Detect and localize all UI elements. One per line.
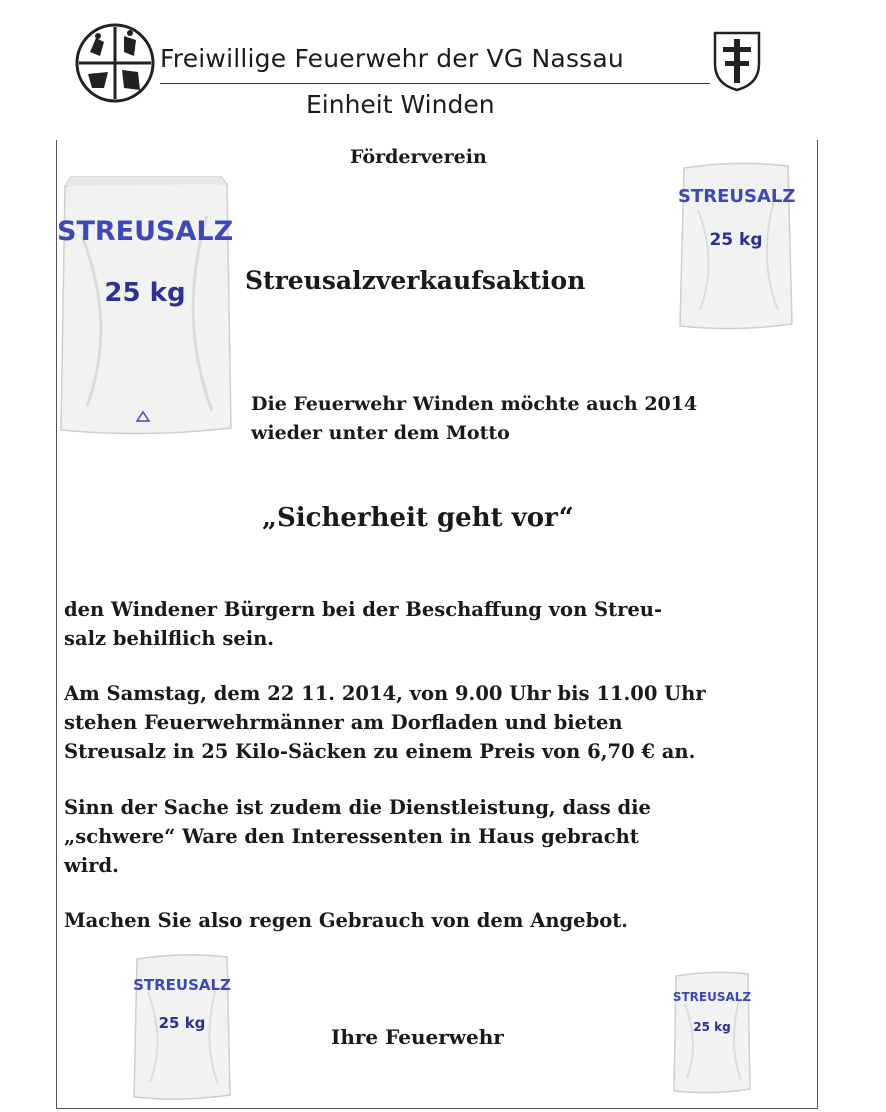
paragraph-2: [64, 679, 706, 766]
signature: Ihre Feuerwehr: [331, 1025, 504, 1049]
salt-bag-image-bottom-right: [672, 970, 752, 1095]
motto: „Sicherheit geht vor“: [262, 503, 574, 533]
organization-name: Freiwillige Feuerwehr der VG Nassau: [160, 44, 624, 73]
paragraph-line: salz behilflich sein.: [64, 627, 275, 650]
paragraph-line: „schwere“ Ware den Interessenten in Haus gebracht: [64, 825, 639, 848]
fire-brigade-emblem-icon: [74, 22, 156, 104]
paragraph-line: den Windener Bürgern bei der Beschaffung von Streu-: [64, 598, 663, 621]
bag-brand-label: STREUSALZ: [678, 186, 796, 207]
paragraph-3: [64, 793, 651, 880]
closing-text: Machen Sie also regen Gebrauch von dem Angebot.: [64, 909, 629, 932]
salt-bag-image-bottom-left: [132, 952, 232, 1102]
header-divider: [160, 83, 710, 84]
bag-weight-label: 25 kg: [104, 278, 186, 308]
bag-brand-label: STREUSALZ: [57, 216, 234, 247]
intro-text: [251, 390, 697, 448]
intro-line: wieder unter dem Motto: [251, 422, 510, 444]
paragraph-line: stehen Feuerwehrmänner am Dorfladen und bieten: [64, 711, 623, 734]
paragraph-line: Am Samstag, dem 22 11. 2014, von 9.00 Uhr bis 11.00 Uhr: [64, 682, 706, 705]
bag-weight-label: 25 kg: [693, 1020, 731, 1034]
paragraph-line: Sinn der Sache ist zudem die Dienstleistung, dass die: [64, 796, 651, 819]
bag-weight-label: 25 kg: [709, 230, 763, 250]
salt-bag-image-top-left: [57, 176, 233, 438]
paragraph-line: Streusalz in 25 Kilo-Säcken zu einem Preis von 6,70 € an.: [64, 740, 696, 763]
page-title: Streusalzverkaufsaktion: [245, 266, 586, 295]
intro-line: Die Feuerwehr Winden möchte auch 2014: [251, 393, 698, 415]
bag-brand-label: STREUSALZ: [133, 976, 231, 994]
paragraph-line: wird.: [64, 854, 119, 877]
unit-name: Einheit Winden: [306, 90, 495, 119]
subheading: Förderverein: [350, 146, 487, 168]
coat-of-arms-icon: [712, 30, 762, 92]
salt-bag-image-top-right: [678, 160, 794, 332]
paragraph-1: [64, 595, 662, 653]
bag-weight-label: 25 kg: [158, 1014, 206, 1032]
bag-brand-label: STREUSALZ: [672, 990, 752, 1004]
